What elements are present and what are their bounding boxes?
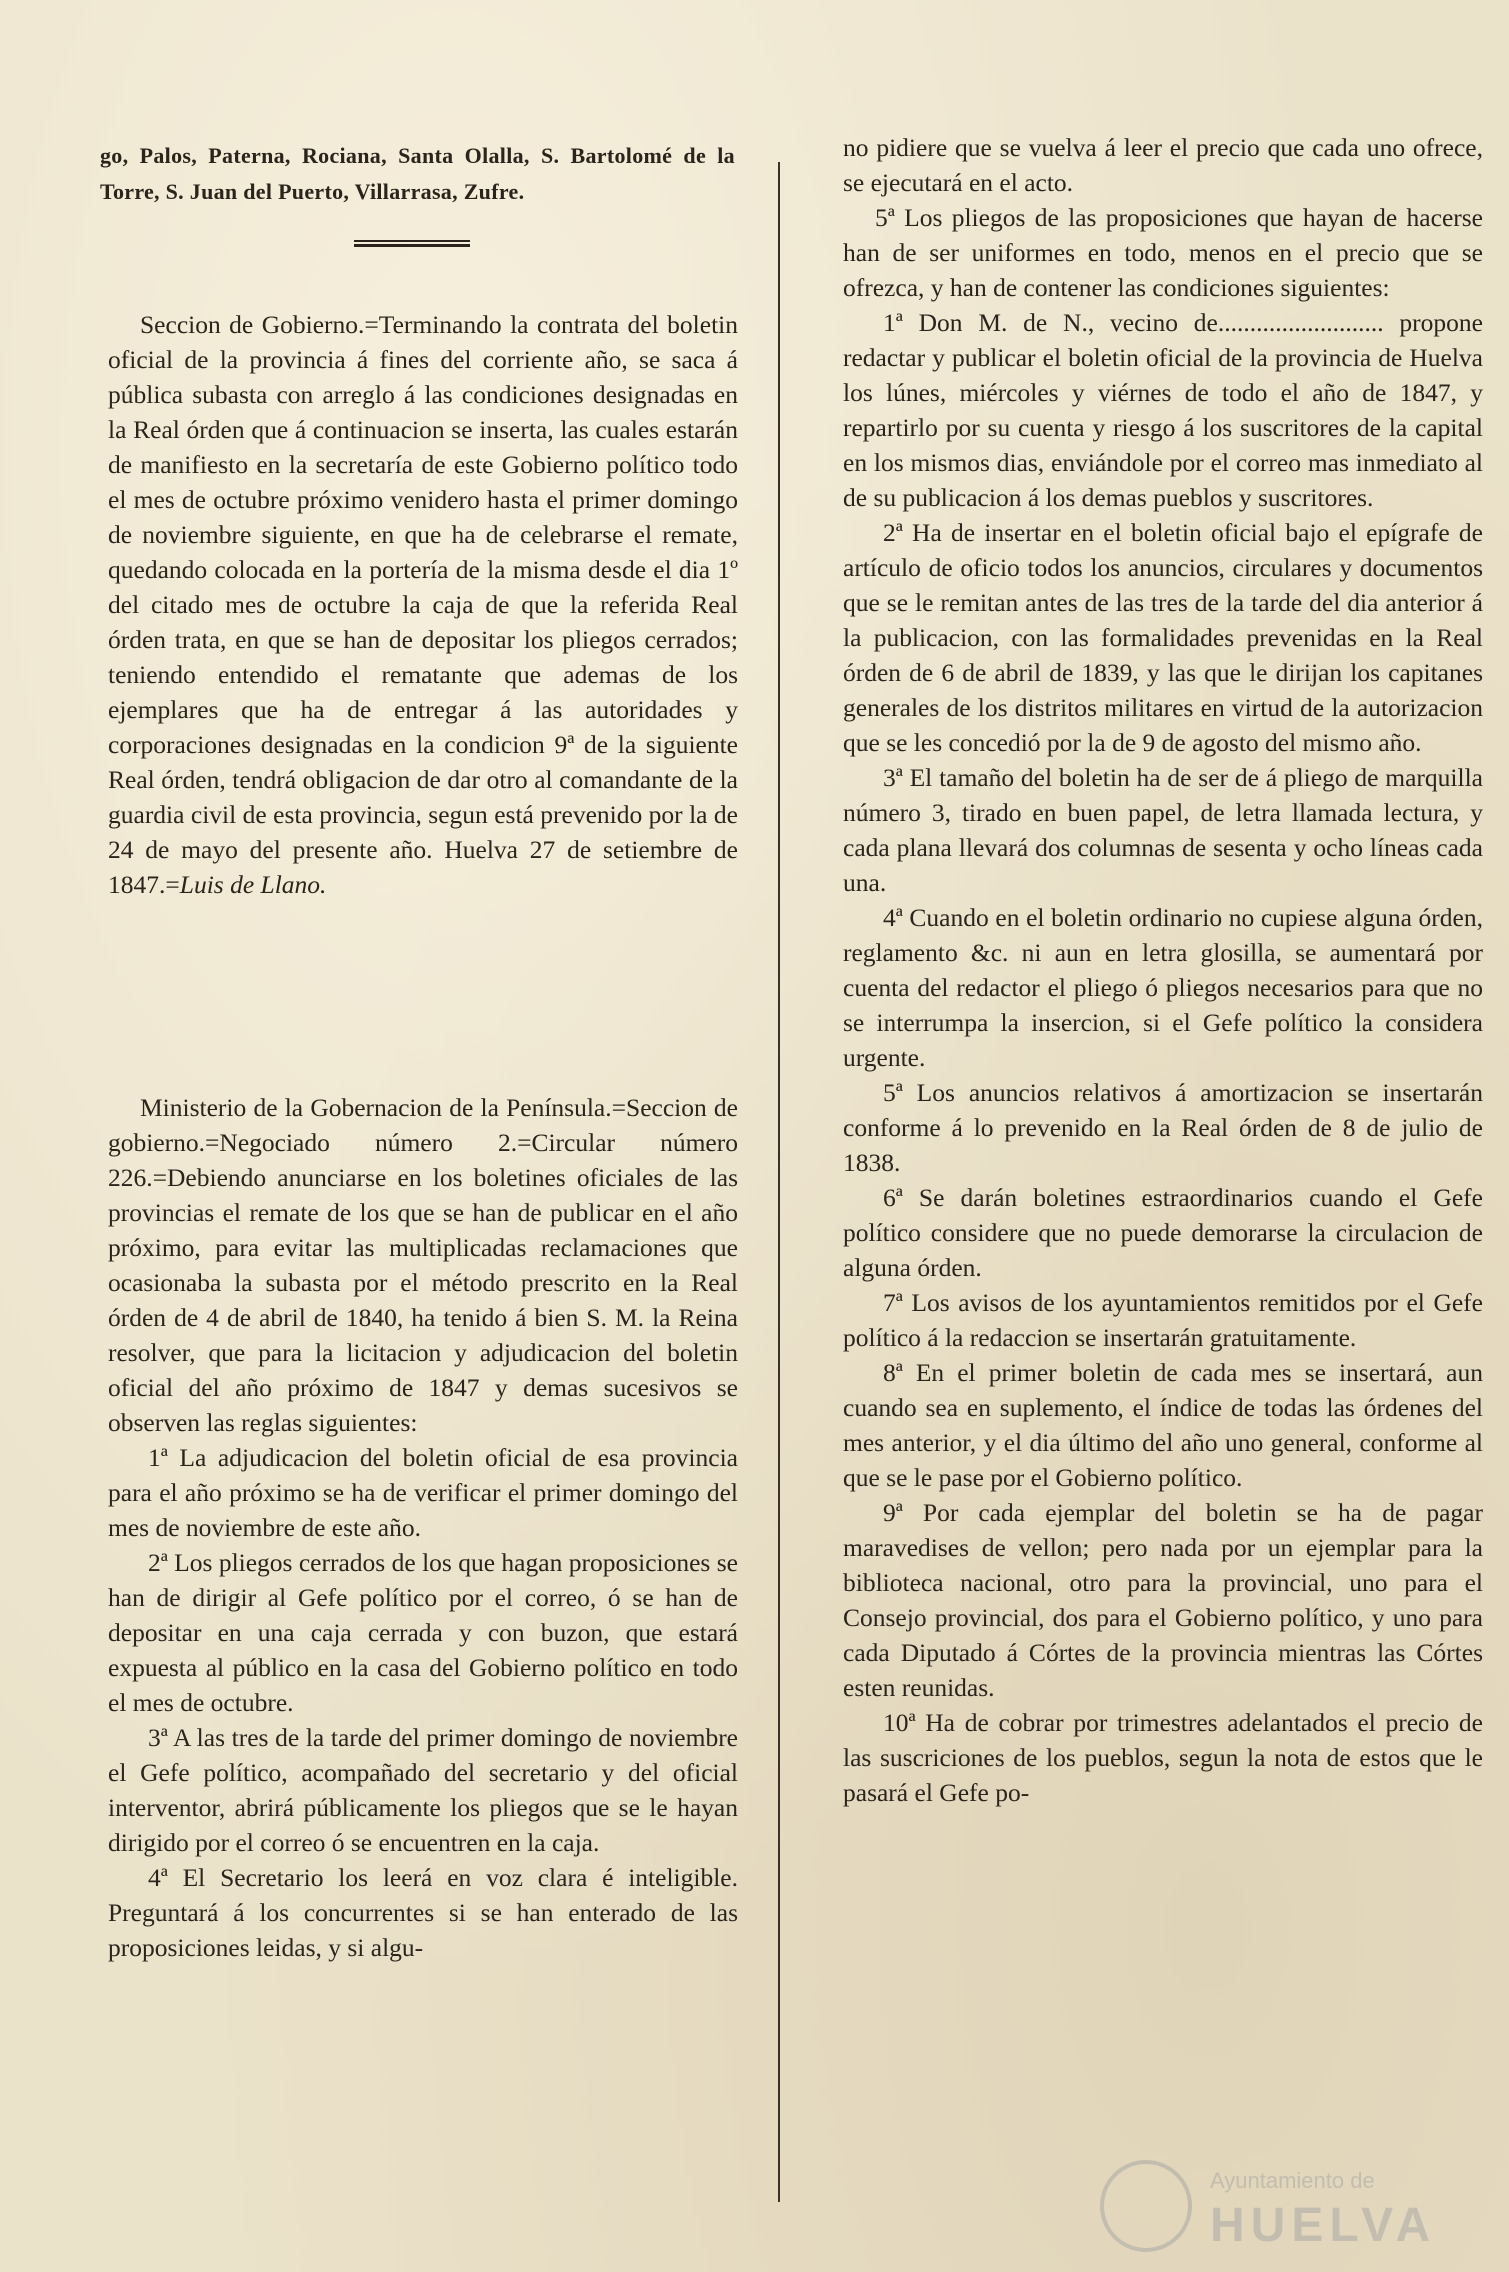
notice-gobierno (108, 307, 738, 902)
rule-5: 5ª Los pliegos de las proposiciones que hayan de hacerse han de ser uniformes en todo, menos en el precio que se ofrezca, y han de contener las condiciones siguientes: (843, 203, 1483, 302)
condition-2: 2ª Ha de insertar en el boletin oficial bajo el epígrafe de artículo de oficio todos los anuncios, circulares y documentos que se le remitan antes de las tres de la tarde del dia anterior á la publicacion, con las formalidades prevenidas en la Real órden de 6 de abril de 1839, y las que le dirijan los capitanes generales de los distritos militares en virtud de la autorizacion que se les concedió por la de 9 de agosto del mismo año. (843, 518, 1483, 757)
condition-1: 1ª Don M. de N., vecino de.......................... propone redactar y publicar el boletin oficial de la provincia de Huelva los lúnes, miércoles y viérnes de todo el año de 1847, y repartirlo por su cuenta y riesgo á los suscritores de la capital en los mismos dias, enviándole por el correo mas inmediato al de su publicacion á los demas pueblos y suscritores. (843, 308, 1483, 512)
column-divider (778, 162, 780, 2202)
condition-5: 5ª Los anuncios relativos á amortizacion se insertarán conforme á lo prevenido en la Real órden de 8 de julio de 1838. (843, 1078, 1483, 1177)
condition-7: 7ª Los avisos de los ayuntamientos remitidos por el Gefe político á la redaccion se insertarán gratuitamente. (843, 1288, 1483, 1352)
section-rule (354, 240, 470, 247)
rule-4: 4ª El Secretario los leerá en voz clara é inteligible. Preguntará á los concurrentes si se han enterado de las proposiciones leidas, y si algu- (108, 1863, 738, 1962)
condition-4: 4ª Cuando en el boletin ordinario no cupiese alguna órden, reglamento &c. ni aun en letra glosilla, se aumentará por cuenta del redactor el pliego ó pliegos necesarios para que no se interrumpa la insercion, si el Gefe político la considera urgente. (843, 903, 1483, 1072)
notice-gobierno-body: Seccion de Gobierno.=Terminando la contrata del boletin oficial de la provincia á fines del corriente año, se saca á pública subasta con arreglo á las condiciones designadas en la Real órden que á continuacion se inserta, las cuales estarán de manifiesto en la secretaría de este Gobierno político todo el mes de octubre próximo venidero hasta el primer domingo de noviembre siguiente, en que ha de celebrarse el remate, quedando colocada en la portería de la misma desde el dia 1º del citado mes de octubre la caja de que la referida Real órden trata, en que se han de depositar los pliegos cerrados; teniendo entendido el rematante que ademas de los ejemplares que ha de entregar á las autoridades y corporaciones designadas en la condicion 9ª de la siguiente Real órden, tendrá obligacion de dar otro al comandante de la guardia civil de esta provincia, segun está prevenido por la de 24 de mayo del presente año. Huelva 27 de setiembre de 1847.= (108, 310, 738, 899)
city-seal-icon (1100, 2160, 1192, 2252)
rule-4-continuation: no pidiere que se vuelva á leer el precio que cada uno ofrece, se ejecutará en el acto. (843, 133, 1483, 197)
circular-intro: Ministerio de la Gobernacion de la Península.=Seccion de gobierno.=Negociado número 2.=Circular número 226.=Debiendo anunciarse en los boletines oficiales de las provincias el remate de los que se han de publicar en el año próximo, para evitar las multiplicadas reclamaciones que ocasionaba la subasta por el método prescrito en la Real órden de 4 de abril de 1840, ha tenido á bien S. M. la Reina resolver, que para la licitacion y adjudicacion del boletin oficial del año próximo de 1847 y demas sucesivos se observen las reglas siguientes: (108, 1093, 738, 1437)
condition-9: 9ª Por cada ejemplar del boletin se ha de pagar maravedises de vellon; pero nada por un ejemplar para la biblioteca nacional, otro para la provincial, uno para el Consejo provincial, dos para el Gobierno político, y uno para cada Diputado á Córtes de la provincia mientras las Córtes esten reunidas. (843, 1498, 1483, 1702)
rule-3: 3ª A las tres de la tarde del primer domingo de noviembre el Gefe político, acompañado del secretario y del oficial interventor, abrirá públicamente los pliegos que se le hayan dirigido por el correo ó se encuentren en la caja. (108, 1723, 738, 1857)
condition-6: 6ª Se darán boletines estraordinarios cuando el Gefe político considere que no puede demorarse la circulacion de alguna órden. (843, 1183, 1483, 1282)
notice-signature: Luis de Llano. (179, 870, 327, 899)
condition-3: 3ª El tamaño del boletin ha de ser de á pliego de marquilla número 3, tirado en buen papel, de letra llamada lectura, y cada plana llevará dos columnas de sesenta y ocho líneas cada una. (843, 763, 1483, 897)
ministerio-circular (108, 1090, 738, 1965)
watermark-subtitle: Ayuntamiento de (1210, 2168, 1375, 2193)
rule-1: 1ª La adjudicacion del boletin oficial de esa provincia para el año próximo se ha de verificar el primer domingo del mes de noviembre de este año. (108, 1443, 738, 1542)
places-list: go, Palos, Paterna, Rociana, Santa Olalla, S. Bartolomé de la Torre, S. Juan del Puerto, Villarrasa, Zufre. (100, 143, 735, 204)
condition-8: 8ª En el primer boletin de cada mes se insertará, aun cuando sea en suplemento, el índice de todas las órdenes del mes anterior, y el dia último del año uno general, conforme al que se le pase por el Gobierno político. (843, 1358, 1483, 1492)
rule-2: 2ª Los pliegos cerrados de los que hagan proposiciones se han de dirigir al Gefe político por el correo, ó se han de depositar en una caja cerrada y con buzon, que estará expuesta al público en la casa del Gobierno político en todo el mes de octubre. (108, 1548, 738, 1717)
condition-10: 10ª Ha de cobrar por trimestres adelantados el precio de las suscriciones de los pueblos, segun la nota de estos que le pasará el Gefe po- (843, 1708, 1483, 1807)
right-column (843, 130, 1483, 1810)
watermark-name: HUELVA (1210, 2199, 1437, 2252)
archive-watermark (1100, 2160, 1460, 2260)
